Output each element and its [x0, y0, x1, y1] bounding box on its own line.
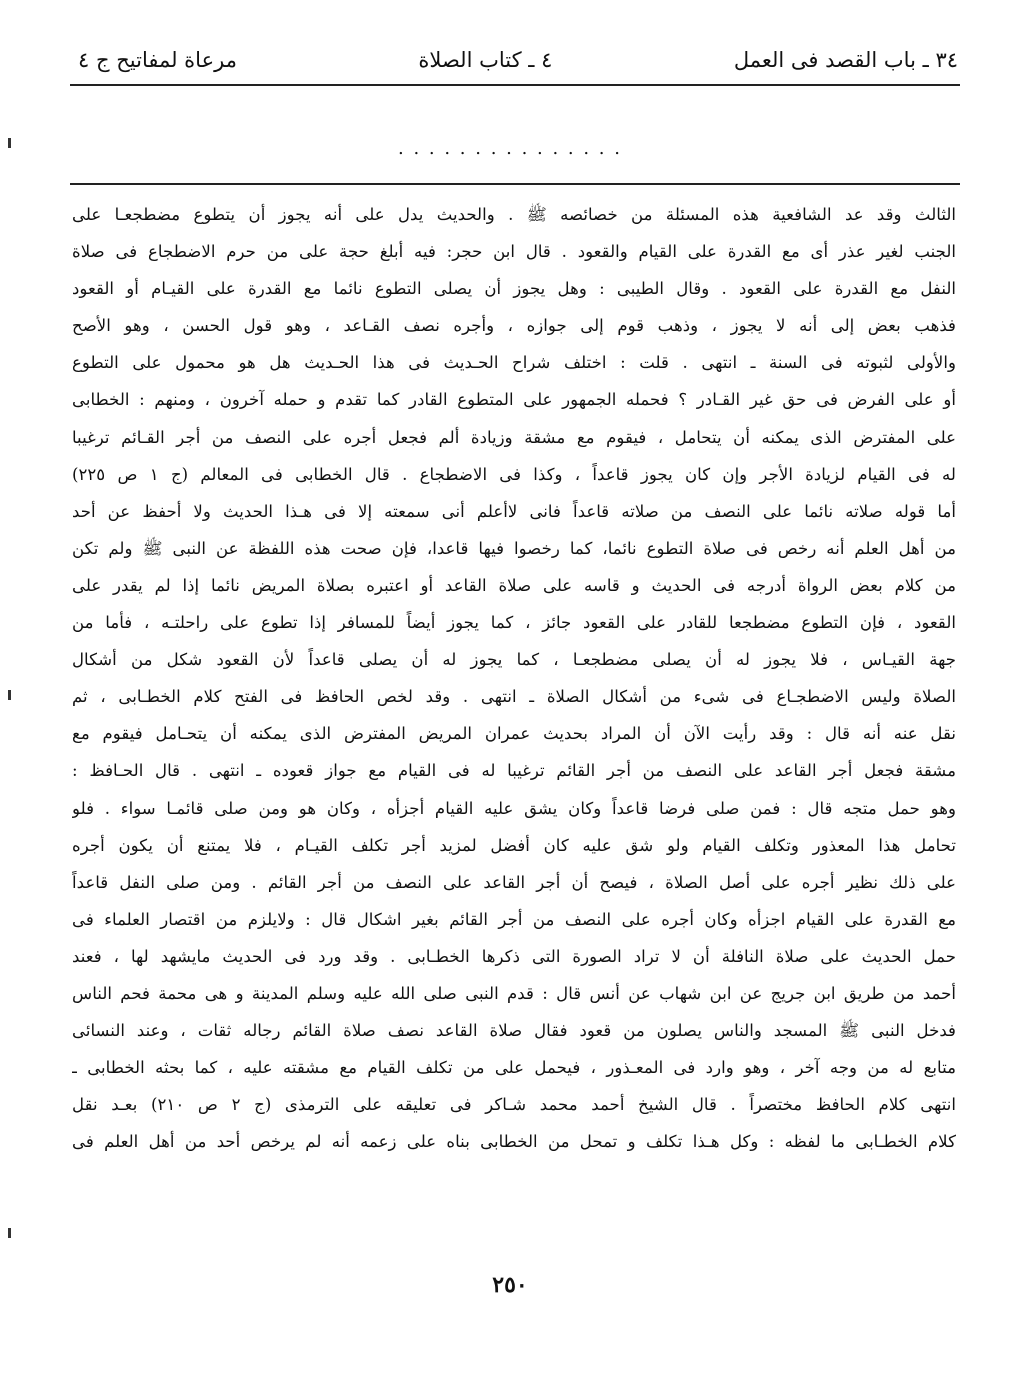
- text-line: النفل مع القدرة على القعود . وقال الطيبى : وهل يجوز أن يصلى التطوع نائما مع القدرة على القيـام أو القعود: [72, 279, 956, 299]
- main-text: [72, 196, 956, 1160]
- text-line: وهو حمل متجه قال : فمن صلى فرضا قاعداً وكان يشق عليه القيام أجزأه ، وكان هو ومن صلى قائمـا سواء . فلو: [72, 798, 956, 818]
- text-line: تحامل هذا المعذور وتكلف القيام ولو شق عليه كان أفضل لمزيد أجر تكلف القيـام ، فلا يمتنع أن يكون أجره: [72, 835, 956, 855]
- text-line: الثالث وقد عد الشافعية هذه المسئلة من خصائصه ﷺ . والحديث يدل على أنه يجوز أن يتطوع مضطجعـا على: [72, 205, 956, 224]
- text-line: على المفترض الذى يمكنه أن يتحامل ، فيقوم مع مشقة وزيادة ألم فجعل أجره على النصف من أجر القـائم ترغيبا: [72, 427, 956, 447]
- text-line: انتهى كلام الحافظ مختصراً . قال الشيخ أحمد محمد شـاكر فى تعليقه على الترمذى (ج ٢ ص ٢١٠) بعـد نقل: [72, 1095, 956, 1115]
- margin-mark: [8, 138, 11, 148]
- text-line: الجنب لغير عذر أى مع القدرة على القيام والقعود . قال ابن حجر: فيه أبلغ حجة على من حرم الاضطجاع فى صلاة: [72, 242, 956, 262]
- text-line: الصلاة وليس الاضطجـاع فى شىء من أشكال الصلاة ـ انتهى . وقد لخص الحافظ فى الفتح كلام الخطـابى ، ثم: [72, 687, 956, 707]
- margin-mark: [8, 1228, 11, 1238]
- text-line: والأولى لثبوته فى السنة ـ انتهى . قلت : اختلف شراح الحـديث فى هذا الحـديث هل هو محمول على التطوع: [72, 353, 956, 373]
- text-line: مع القدرة على القيام اجزأه وكان أجره على النصف من أجر القائم بغير اشكال قال : ولايلزم من اقتصار العلماء فى: [72, 909, 956, 929]
- text-line: جهة القيـاس ، فلا يجوز له أن يصلى مضطجعـا ، كما يجوز له أن يصلى قاعداً لأن القعود شكل من أشكال: [72, 650, 956, 670]
- text-line: أو على الفرض فى حق غير القـادر ؟ فحمله الجمهور على المتطوع القادر كما تقدم و حمله آخرون ، ومنهم : الخطابى: [72, 390, 956, 410]
- text-line: نقل عنه أنه قال : وقد رأيت الآن أن المراد بحديث عمران المريض المفترض الذى يمكنه أن يتحـامل فيقوم مع: [72, 724, 956, 744]
- text-rule: [70, 183, 960, 185]
- header-rule: [70, 84, 960, 86]
- margin-mark: [8, 690, 11, 700]
- chapter-title: ٣٤ ـ باب القصد فى العمل: [733, 48, 958, 72]
- text-line: له فى القيام لزيادة الأجر وإن كان يجوز قاعداً ، وكذا فى الاضطجاع . قال الخطابى فى المعالم (ج ١ ص ٢٢٥): [72, 464, 956, 484]
- text-line: كلام الخطـابى ما لفظه : وكل هـذا تكلف و تمحل من الخطابى بناه على زعمه أنه لم يرخص أحد من أهل العلم فى: [72, 1132, 956, 1152]
- text-line: على ذلك نظير أجره على أصل الصلاة ، فيصح أن أجر القاعد على النصف من أجر القائم . ومن صلى النفل قاعداً: [72, 872, 956, 892]
- page-number: ٢٥٠: [492, 1272, 528, 1298]
- separator-dots: . . . . . . . . . . . . . . .: [398, 138, 622, 159]
- book-title: مرعاة لمفاتيح ج ٤: [78, 48, 237, 72]
- text-line: من أهل العلم أنه رخص فى صلاة التطوع نائما، كما رخصوا فيها قاعدا، فإن صحت هذه اللفظة عن النبى ﷺ ولم تكن: [72, 538, 956, 558]
- text-line: مشقة فجعل أجر القاعد على النصف من أجر القائم ترغيبا له فى القيام مع جواز قعوده ـ انتهى . قال الحـافظ :: [72, 761, 956, 781]
- text-line: حمل الحديث على صلاة النافلة أن لا تراد الصورة التى ذكرها الخطـابى . وقد ورد فى الحديث مايشهد لها ، فعند: [72, 946, 956, 966]
- text-line: فذهب بعض إلى أنه لا يجوز ، وذهب قوم إلى جوازه ، وأجره نصف القـاعد ، وهو قول الحسن ، وهو الأصح: [72, 316, 956, 336]
- text-line: فدخل النبى ﷺ المسجد والناس يصلون من قعود فقال صلاة القاعد نصف صلاة القائم رجاله ثقات ، وعند النسائى: [72, 1021, 956, 1041]
- text-line: أحمد من طريق ابن جريج عن ابن شهاب عن أنس قال : قدم النبى صلى الله عليه وسلم المدينة و هى محمة فحم الناس: [72, 983, 956, 1003]
- text-line: القعود ، فإن التطوع مضطجعا للقادر على القعود جائز ، كما يجوز أيضاً للمسافر إذا تطوع على راحلتـه ، فأما من: [72, 613, 956, 633]
- text-line: من كلام بعض الرواة أدرجه فى الحديث و قاسه على صلاة القاعد أو اعتبره بصلاة المريض نائما إذا لم يقدر على: [72, 575, 956, 595]
- section-title: ٤ ـ كتاب الصلاة: [418, 48, 553, 72]
- running-header: [78, 42, 958, 78]
- text-line: أما قوله صلاته نائما على النصف من صلاته قاعداً فانى لاأعلم أنى سمعته إلا فى هـذا الحديث ولا أحفظ عن أحد: [72, 501, 956, 521]
- text-line: متابع له من وجه آخر ، وهو وارد فى المعـذور ، فيحمل على من تكلف القيام مع مشقته عليه ، كما بحثه الخطابى ـ: [72, 1058, 956, 1078]
